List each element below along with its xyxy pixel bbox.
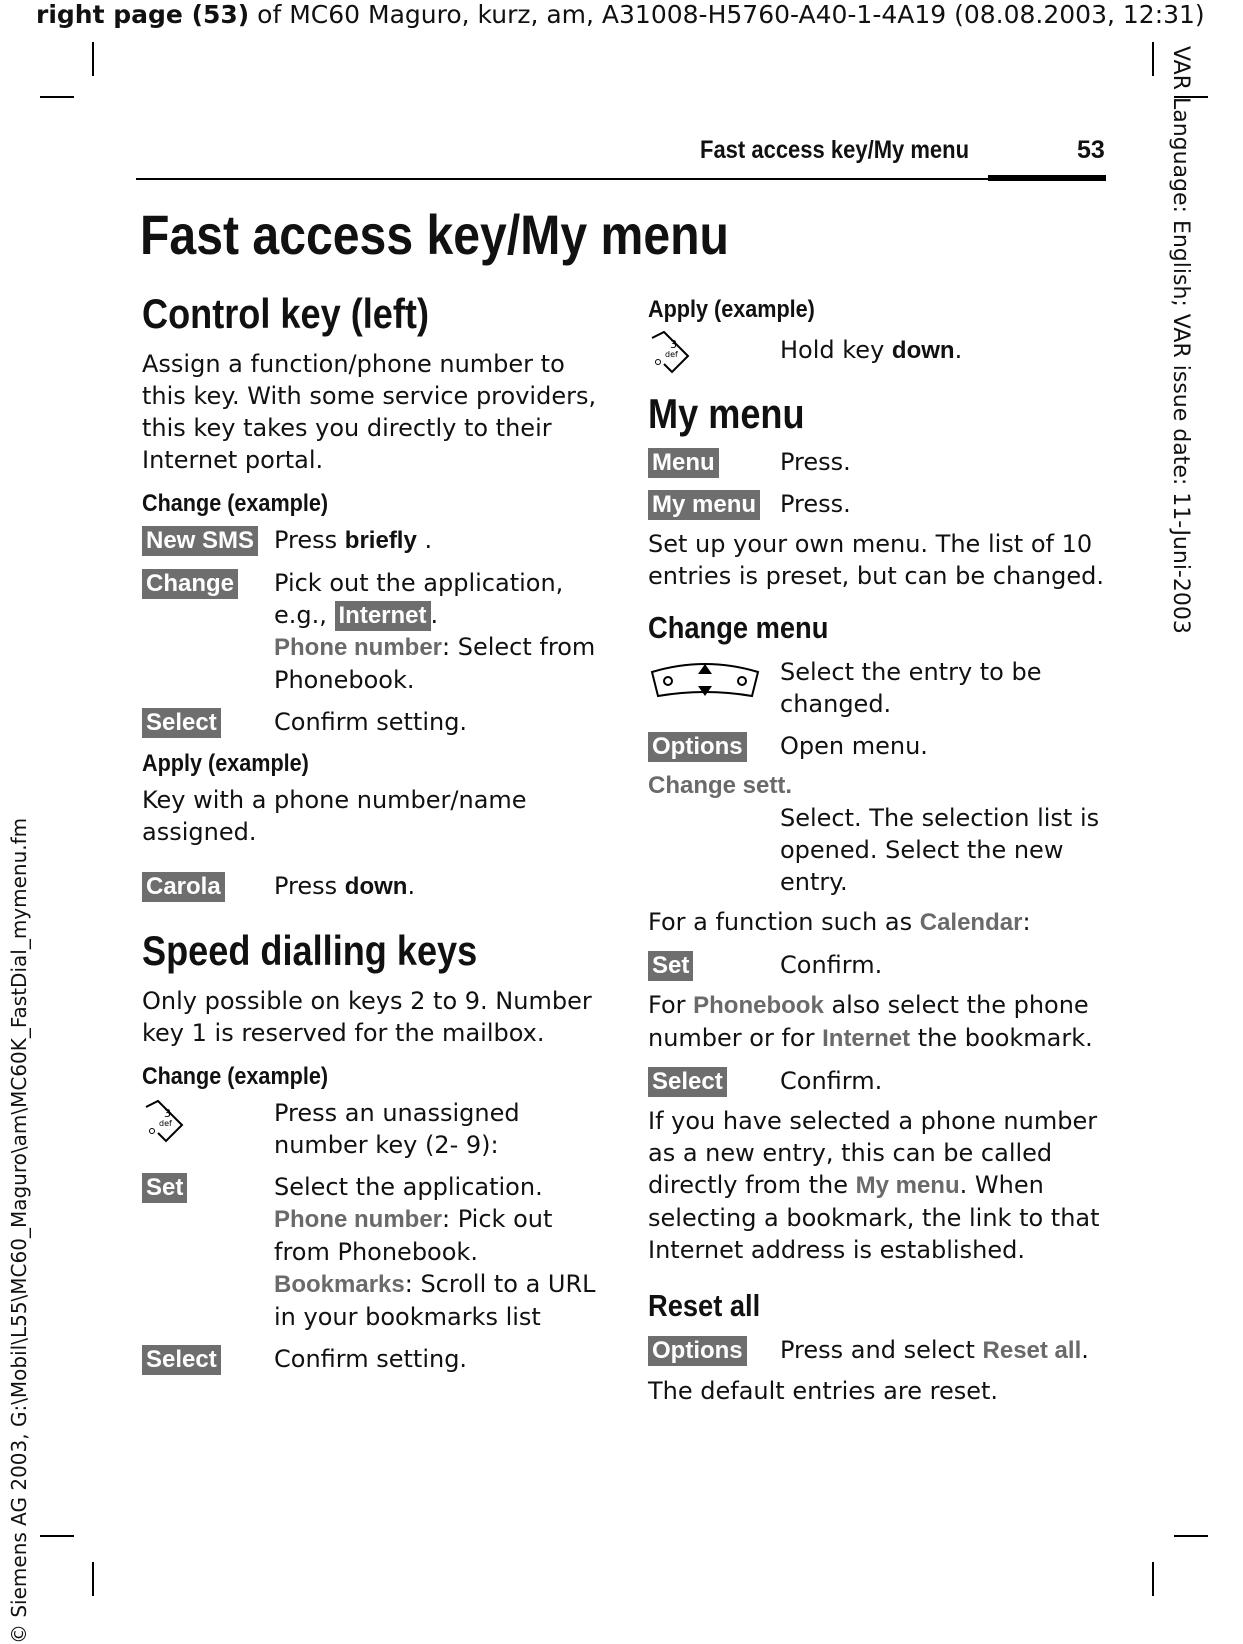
- softkey-new-sms: New SMS: [142, 526, 258, 556]
- step-row: Menu Press.: [648, 446, 1108, 478]
- section-heading-my-menu: My menu: [648, 390, 805, 437]
- section-heading-control-key: Control key (left): [142, 290, 429, 337]
- header-rule-accent: [988, 175, 1106, 181]
- softkey-set: Set: [648, 951, 693, 981]
- phonebook-note: For Phonebook also select the phone number or for Internet the bookmark.: [648, 991, 1093, 1052]
- step-row: Set Confirm.: [648, 949, 1108, 981]
- side-language-info: VAR Language: English; VAR issue date: 11-Juni-2003: [1168, 46, 1193, 634]
- right-column: [648, 296, 1108, 1407]
- menu-item-change-sett: Change sett.: [648, 772, 793, 799]
- control-key-intro: Assign a function/phone number to this key. With some service providers, this key takes you directly to their Internet portal.: [142, 350, 597, 474]
- menu-item-my-menu: My menu: [855, 1172, 960, 1199]
- step-row: Change Pick out the application, e.g., Internet . Phone number: Select from Phonebook.: [142, 567, 602, 696]
- reset-note: The default entries are reset.: [648, 1377, 999, 1405]
- step-row: Set Select the application. Phone number: Pick out from Phonebook. Bookmarks: Scroll to a URL in your bookmarks list: [142, 1171, 602, 1333]
- subsection-heading-reset-all: Reset all: [648, 1288, 761, 1323]
- softkey-options: Options: [648, 1336, 747, 1366]
- softkey-select: Select: [142, 1345, 221, 1375]
- step-row: Select the entry to be changed.: [648, 656, 1108, 720]
- svg-text:def: def: [159, 1119, 172, 1128]
- number-key-3-icon: [648, 328, 696, 376]
- menu-item-calendar: Calendar: [919, 909, 1023, 936]
- step-row: 3 def Press an unassigned number key (2- 9):: [142, 1097, 602, 1161]
- step-row: Options Open menu.: [648, 730, 1108, 762]
- page-number: 53: [1077, 136, 1105, 164]
- step-row: New SMS Press briefly .: [142, 524, 602, 557]
- menu-item-reset-all: Reset all: [982, 1337, 1082, 1364]
- step-row: Carola Press down.: [142, 870, 602, 903]
- step-row: 3 def Hold key down.: [648, 328, 1108, 376]
- menu-item-phone-number: Phone number: [274, 634, 443, 661]
- running-header-title: Fast access key/My menu: [700, 136, 970, 164]
- step-row: Select Confirm setting.: [142, 1343, 602, 1375]
- step-row: Select. The selection list is opened. Select the new entry.: [780, 804, 1100, 896]
- change-example-heading: Change (example): [142, 1063, 329, 1090]
- function-note: For a function such as Calendar:: [648, 908, 1031, 936]
- step-row: Options Press and select Reset all.: [648, 1334, 1108, 1367]
- my-menu-intro: Set up your own menu. The list of 10 entries is preset, but can be changed.: [648, 530, 1104, 590]
- section-heading-speed-dialling: Speed dialling keys: [142, 927, 478, 974]
- crop-mark: [1174, 1535, 1208, 1537]
- svg-text:3: 3: [670, 338, 677, 351]
- softkey-select: Select: [142, 708, 221, 738]
- softkey-options: Options: [648, 732, 747, 762]
- menu-item-bookmarks: Bookmarks: [274, 1271, 405, 1298]
- side-copyright: © Siemens AG 2003, G:\Mobil\L55\MC60_Maguro\am\MC60K_FastDial_mymenu.fm: [7, 817, 31, 1644]
- step-row: Select Confirm setting.: [142, 706, 602, 738]
- softkey-my-menu: My menu: [648, 490, 760, 520]
- softkey-menu: Menu: [648, 448, 719, 478]
- crop-mark: [1152, 42, 1154, 76]
- softkey-select: Select: [648, 1067, 727, 1097]
- step-row: My menu Press.: [648, 488, 1108, 520]
- left-column: [142, 290, 602, 1375]
- crop-mark: [92, 1562, 94, 1596]
- page-title: Fast access key/My menu: [140, 203, 729, 266]
- crop-mark: [1152, 1562, 1154, 1596]
- svg-text:3: 3: [164, 1107, 171, 1120]
- crop-mark: [40, 1535, 74, 1537]
- softkey-set: Set: [142, 1173, 187, 1203]
- menu-item-phonebook: Phonebook: [693, 992, 824, 1019]
- crop-mark: [40, 96, 74, 98]
- softkey-internet: Internet: [335, 601, 431, 631]
- step-row: Select Confirm.: [648, 1065, 1108, 1097]
- svg-text:def: def: [665, 350, 678, 359]
- softkey-carola: Carola: [142, 872, 225, 902]
- apply-text: Key with a phone number/name assigned.: [142, 786, 527, 846]
- crop-mark: [92, 42, 94, 76]
- menu-item-internet: Internet: [822, 1025, 911, 1052]
- apply-example-heading: Apply (example): [648, 296, 815, 323]
- number-key-3-icon: [142, 1097, 190, 1145]
- navigation-key-icon: [648, 656, 762, 704]
- subsection-heading-change-menu: Change menu: [648, 610, 829, 645]
- selected-entry-note: If you have selected a phone number as a new entry, this can be called directly from the My menu. When selecting a bookmark, the link to that Internet address is established.: [648, 1107, 1100, 1264]
- menu-item-phone-number: Phone number: [274, 1206, 443, 1233]
- change-example-heading: Change (example): [142, 490, 329, 517]
- document-info-line: right page (53) of MC60 Maguro, kurz, am, A31008-H5760-A40-1-4A19 (08.08.2003, 12:31): [36, 0, 1205, 29]
- speed-dialling-intro: Only possible on keys 2 to 9. Number key 1 is reserved for the mailbox.: [142, 987, 592, 1047]
- apply-example-heading: Apply (example): [142, 750, 309, 777]
- header-rule: [136, 178, 1106, 180]
- softkey-change: Change: [142, 569, 238, 599]
